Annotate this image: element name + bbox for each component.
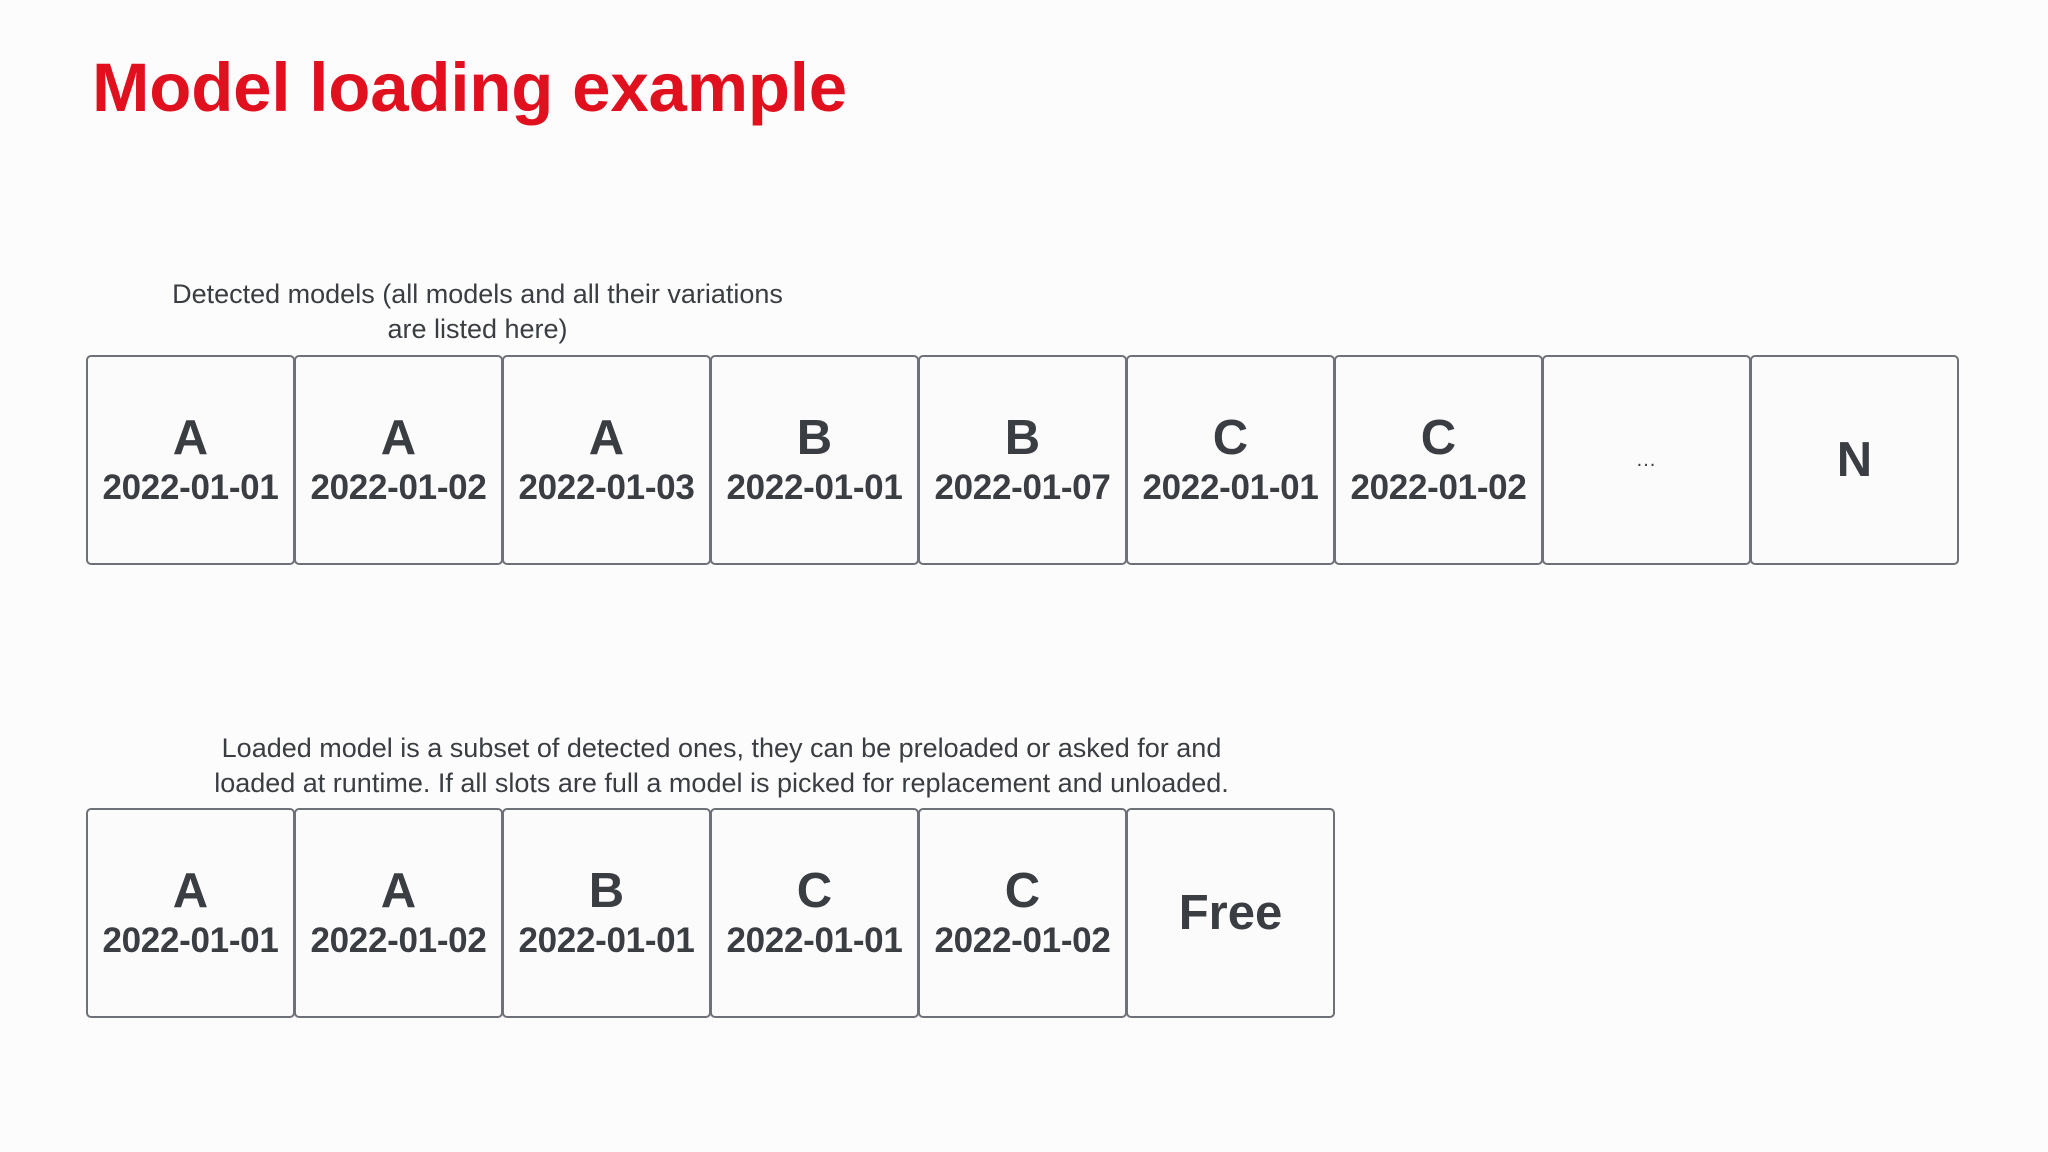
model-n-label: N — [1836, 433, 1873, 487]
model-date: 2022-01-03 — [518, 467, 695, 507]
model-date: 2022-01-07 — [934, 467, 1111, 507]
model-letter: B — [588, 863, 625, 918]
detected-model-cell — [1126, 355, 1335, 565]
loaded-model-cell — [294, 808, 503, 1018]
detected-ellipsis-cell — [1542, 355, 1751, 565]
free-slot-cell — [1126, 808, 1335, 1018]
model-letter: A — [172, 863, 209, 918]
loaded-model-cell — [502, 808, 711, 1018]
model-letter: A — [172, 410, 209, 465]
model-date: 2022-01-01 — [102, 920, 279, 960]
detected-model-cell — [710, 355, 919, 565]
model-date: 2022-01-01 — [726, 920, 903, 960]
model-letter: A — [380, 410, 417, 465]
model-letter: C — [1420, 410, 1457, 465]
model-date: 2022-01-02 — [934, 920, 1111, 960]
ellipsis-label: ... — [1636, 449, 1657, 471]
detected-model-cell — [502, 355, 711, 565]
model-date: 2022-01-02 — [310, 920, 487, 960]
model-date: 2022-01-02 — [1350, 467, 1527, 507]
model-date: 2022-01-01 — [1142, 467, 1319, 507]
detected-caption-line-1: Detected models (all models and all their variations — [172, 279, 783, 309]
detected-caption-line-2: are listed here) — [387, 314, 568, 344]
loaded-model-cell — [710, 808, 919, 1018]
detected-model-cell — [294, 355, 503, 565]
model-letter: B — [796, 410, 833, 465]
model-date: 2022-01-01 — [726, 467, 903, 507]
loaded-caption-line-1: Loaded model is a subset of detected ones, they can be preloaded or asked for and — [221, 733, 1222, 763]
model-date: 2022-01-01 — [102, 467, 279, 507]
detected-model-cell — [918, 355, 1127, 565]
model-letter: C — [796, 863, 833, 918]
loaded-model-cell — [918, 808, 1127, 1018]
detected-models-caption — [110, 277, 845, 347]
model-letter: C — [1004, 863, 1041, 918]
loaded-models-row — [86, 808, 1334, 1018]
free-slot-label: Free — [1178, 886, 1283, 940]
detected-models-row — [86, 355, 1958, 565]
loaded-caption-line-2: loaded at runtime. If all slots are full a model is picked for replacement and unloaded. — [214, 768, 1229, 798]
detected-model-cell — [1334, 355, 1543, 565]
model-letter: A — [380, 863, 417, 918]
model-date: 2022-01-02 — [310, 467, 487, 507]
model-letter: C — [1212, 410, 1249, 465]
slide-title: Model loading example — [92, 49, 847, 126]
model-letter: A — [588, 410, 625, 465]
detected-n-cell — [1750, 355, 1959, 565]
model-letter: B — [1004, 410, 1041, 465]
loaded-models-caption — [150, 731, 1293, 801]
loaded-model-cell — [86, 808, 295, 1018]
model-date: 2022-01-01 — [518, 920, 695, 960]
detected-model-cell — [86, 355, 295, 565]
